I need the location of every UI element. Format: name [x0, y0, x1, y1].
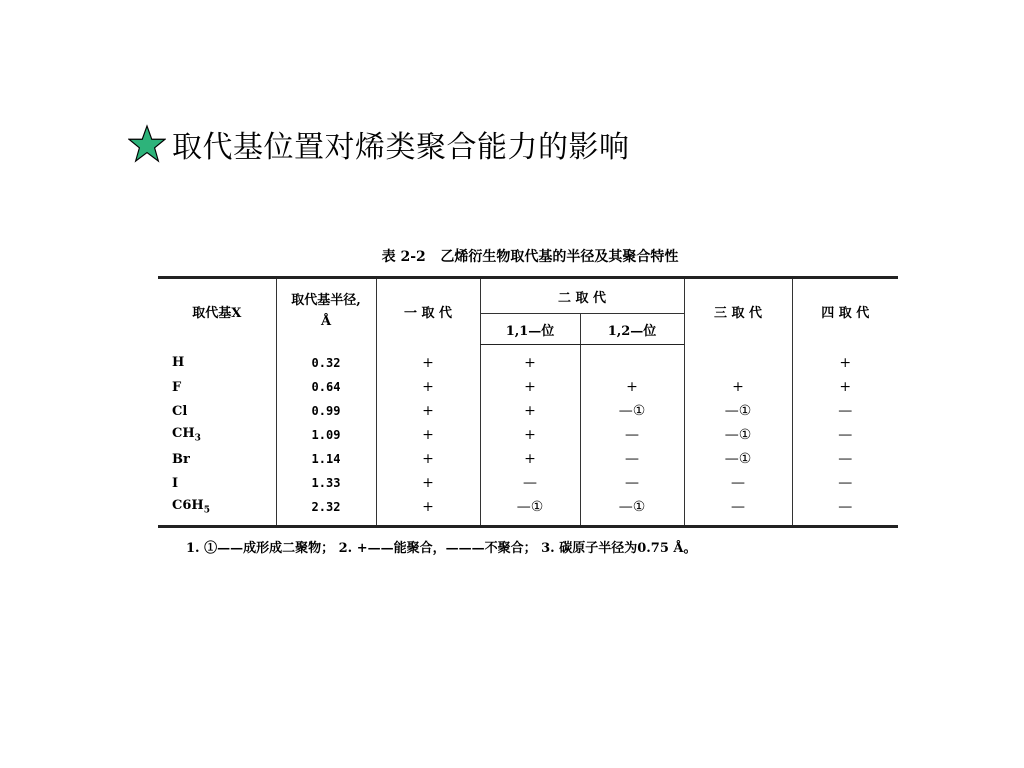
cell-di-11: + — [480, 423, 580, 447]
cell-di-11: — — [480, 471, 580, 495]
cell-substituent — [158, 345, 276, 376]
cell-di-11: —① — [480, 495, 580, 527]
header-di: 二 取 代 — [480, 278, 684, 314]
substituent-subscript: 3 — [194, 433, 201, 444]
cell-radius: 0.99 — [276, 399, 376, 423]
cell-tri: —① — [684, 447, 792, 471]
cell-di-12: + — [580, 375, 684, 399]
cell-tetra: — — [792, 399, 898, 423]
cell-di-11: + — [480, 447, 580, 471]
header-di-12: 1,2—位 — [580, 314, 684, 345]
cell-tetra: + — [792, 345, 898, 376]
cell-tri — [684, 345, 792, 376]
header-tetra: 四 取 代 — [792, 278, 898, 345]
cell-di-12: — — [580, 423, 684, 447]
cell-di-12: — — [580, 471, 684, 495]
cell-di-12: — — [580, 447, 684, 471]
table-body — [158, 345, 898, 527]
cell-tetra: — — [792, 495, 898, 527]
table-row — [158, 495, 898, 527]
table-row — [158, 345, 898, 376]
cell-substituent — [158, 423, 276, 447]
cell-tri: — — [684, 495, 792, 527]
cell-substituent — [158, 399, 276, 423]
header-substituent: 取代基X — [192, 306, 242, 322]
substituent-formula: CH — [172, 426, 195, 442]
cell-tetra: + — [792, 375, 898, 399]
header-radius — [276, 278, 376, 345]
substituent-formula: Cl — [172, 403, 188, 419]
cell-tri: —① — [684, 399, 792, 423]
header-radius-unit: Å — [320, 313, 332, 329]
header-mono: 一 取 代 — [376, 278, 480, 345]
cell-tri: —① — [684, 423, 792, 447]
cell-substituent — [158, 375, 276, 399]
table-row — [158, 399, 898, 423]
cell-substituent — [158, 447, 276, 471]
substituent-formula: I — [172, 475, 179, 491]
cell-mono: + — [376, 447, 480, 471]
table-row — [158, 375, 898, 399]
slide-heading — [128, 122, 630, 166]
cell-di-11: + — [480, 345, 580, 376]
cell-mono: + — [376, 345, 480, 376]
cell-mono: + — [376, 471, 480, 495]
substituent-formula: C6H — [172, 498, 204, 514]
cell-radius: 0.64 — [276, 375, 376, 399]
substituent-formula: H — [172, 355, 185, 371]
cell-radius: 1.33 — [276, 471, 376, 495]
cell-tri: + — [684, 375, 792, 399]
cell-substituent — [158, 471, 276, 495]
cell-di-12: —① — [580, 399, 684, 423]
cell-di-12: —① — [580, 495, 684, 527]
cell-radius: 1.09 — [276, 423, 376, 447]
table-row — [158, 423, 898, 447]
table-caption: 表 2-2 乙烯衍生物取代基的半径及其聚合特性 — [381, 249, 679, 265]
cell-mono: + — [376, 495, 480, 527]
cell-tri: — — [684, 471, 792, 495]
heading-text: 取代基位置对烯类聚合能力的影响 — [172, 130, 630, 165]
substituent-formula: F — [172, 379, 182, 395]
cell-mono: + — [376, 375, 480, 399]
substituent-subscript: 5 — [203, 505, 210, 516]
cell-tetra: — — [792, 471, 898, 495]
data-table — [158, 276, 898, 528]
cell-substituent — [158, 495, 276, 527]
cell-tetra: — — [792, 447, 898, 471]
header-radius-label: 取代基半径, — [291, 292, 361, 308]
substituent-formula: Br — [172, 451, 190, 467]
cell-mono: + — [376, 399, 480, 423]
header-tri: 三 取 代 — [684, 278, 792, 345]
cell-radius: 1.14 — [276, 447, 376, 471]
table-row — [158, 471, 898, 495]
header-di-11: 1,1—位 — [480, 314, 580, 345]
cell-tetra: — — [792, 423, 898, 447]
cell-mono: + — [376, 423, 480, 447]
cell-radius: 2.32 — [276, 495, 376, 527]
cell-di-11: + — [480, 375, 580, 399]
cell-radius: 0.32 — [276, 345, 376, 376]
star-icon — [128, 124, 166, 164]
table-footnote: 1. ①——成形成二聚物； 2. +——能聚合，———不聚合； 3. 碳原子半径为0.75 Å。 — [186, 541, 697, 556]
table-row — [158, 447, 898, 471]
cell-di-11: + — [480, 399, 580, 423]
cell-di-12 — [580, 345, 684, 376]
